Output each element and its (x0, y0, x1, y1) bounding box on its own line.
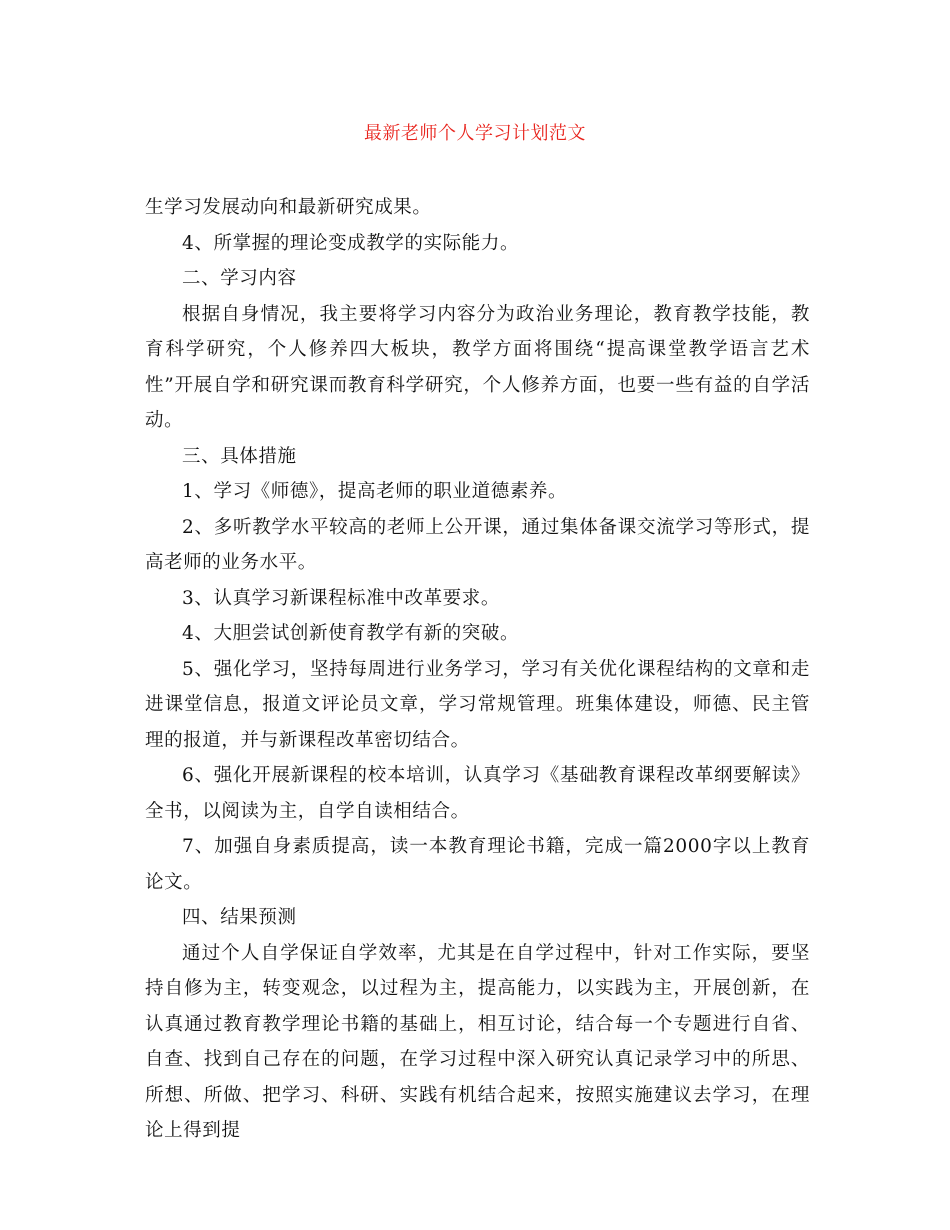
list-item: 1、学习《师德》，提高老师的职业道德素养。 (182, 481, 568, 502)
list-item: 2、多听教学水平较高的老师上公开课，通过集体备课交流学习等形式，提高老师的业务水平。 (145, 516, 810, 573)
section-heading: 三、具体措施 (182, 445, 297, 467)
paragraph: 通过个人自学保证自学效率，尤其是在自学过程中，针对工作实际，要坚持自修为主，转变观念，以过程为主，提高能力，以实践为主，开展创新，在认真通过教育教学理论书籍的基础上，相互讨论，结合每一个专题进行自省、自查、找到自己存在的问题，在学习过程中深入研究认真记录学习中的所思、所想、所做、把学习、科研、实践有机结合起来，按照实施建议去学习，在理论上得到提 (145, 942, 810, 1141)
section-heading: 二、学习内容 (182, 268, 297, 289)
paragraph: 生学习发展动向和最新研究成果。 (145, 197, 432, 218)
document-title: 最新老师个人学习计划范文 (364, 123, 586, 144)
list-item: 4、大胆尝试创新使育教学有新的突破。 (182, 623, 520, 644)
document-body (145, 190, 810, 1149)
section-heading: 四、结果预测 (182, 907, 297, 928)
paragraph: 根据自身情况，我主要将学习内容分为政治业务理论，教育教学技能，教育科学研究，个人修养四大板块，教学方面将围绕“提高课堂教学语言艺术性”开展自学和研究课而教育科学研究，个人修养方面，也要一些有益的自学活动。 (145, 303, 810, 431)
list-item: 5、强化学习，坚持每周进行业务学习，学习有关优化课程结构的文章和走进课堂信息，报道文评论员文章，学习常规管理。班集体建设，师德、民主管理的报道，并与新课程改革密切结合。 (145, 658, 810, 751)
list-item: 3、认真学习新课程标准中改革要求。 (182, 587, 500, 609)
list-item: 7、加强自身素质提高，读一本教育理论书籍，完成一篇2000字以上教育论文。 (145, 836, 810, 893)
list-item: 6、强化开展新课程的校本培训，认真学习《基础教育课程改革纲要解读》全书，以阅读为主，自学自读相结合。 (145, 765, 810, 822)
paragraph: 4、所掌握的理论变成教学的实际能力。 (182, 232, 520, 254)
